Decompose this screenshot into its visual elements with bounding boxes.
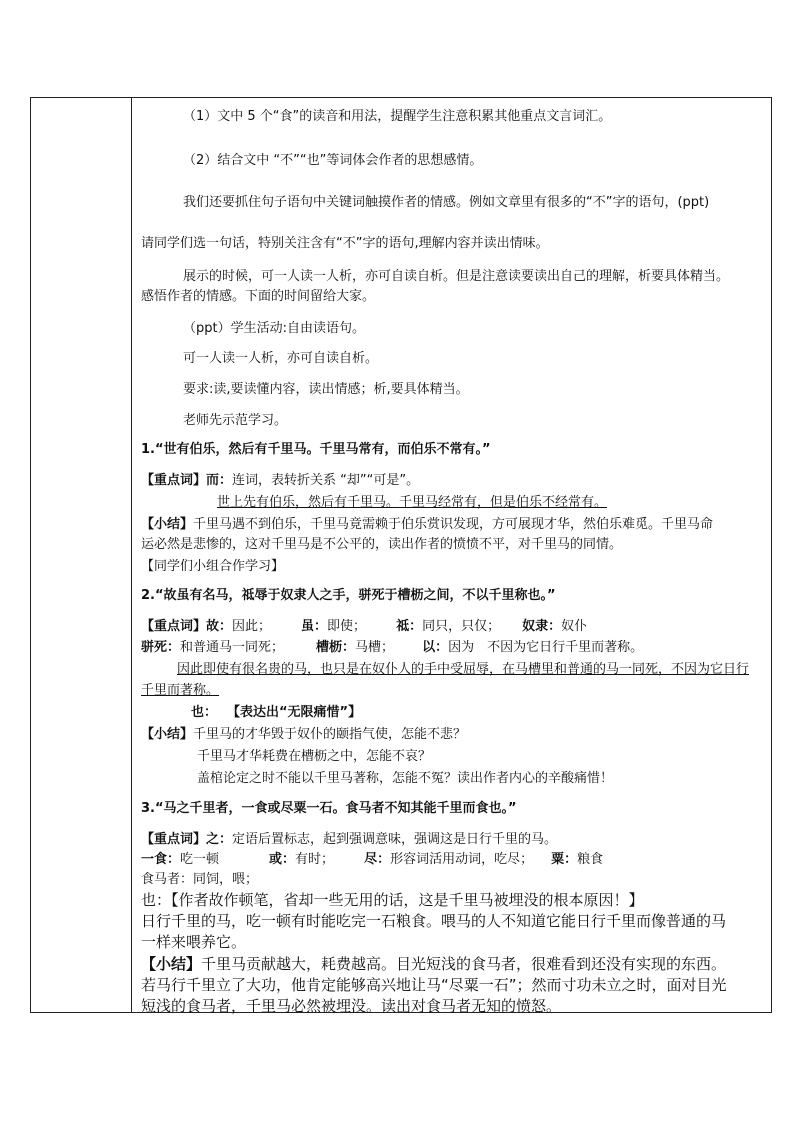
column-divider bbox=[131, 98, 132, 1012]
keyword-pian: 骈死： bbox=[141, 640, 181, 655]
section-2-summary-1 bbox=[141, 726, 466, 743]
intro-paragraph-5: 要求:读,要读懂内容，读出情感；析,要具体精当。 bbox=[183, 382, 469, 397]
summary-label: 【小结】 bbox=[141, 955, 202, 973]
section-1-summary-b: 运必然是悲惨的，这对千里马是不公平的，读出作者的愤愤不平，对千里马的同情。 bbox=[141, 537, 623, 552]
keyword-def-su: 粮食 bbox=[577, 852, 604, 867]
keyword-def-pian: 和普通马一同死； bbox=[180, 640, 285, 655]
keyword-jin: 尽： bbox=[364, 852, 391, 867]
section-3-translation-a: 日行千里的马，吃一顿有时能吃完一石粮食。喂马的人不知道它能日行千里而像普通的马 bbox=[141, 912, 727, 930]
keyword-text: 连词，表转折关系 “却”“可是”。 bbox=[232, 473, 420, 488]
section-2-translation-b: 千里而著称。 bbox=[141, 683, 220, 698]
keyword-def-jin: 形容词活用动词，吃尽； bbox=[390, 852, 534, 867]
intro-paragraph-3: （ppt）学生活动:自由读语句。 bbox=[183, 321, 365, 336]
section-2-summary-3: 盖棺论定之时不能以千里马著称，怎能不冤？读出作者内心的辛酸痛惜！ bbox=[197, 771, 614, 786]
keyword-def-yishi: 吃一顿 bbox=[180, 852, 220, 867]
section-2-keywords-b bbox=[141, 639, 643, 656]
intro-item-1: （1）文中 5 个“食”的读音和用法，提醒学生注意积累其他重点文言词汇。 bbox=[183, 109, 612, 124]
keyword-label: 【重点词】故： bbox=[141, 619, 233, 634]
section-1-summary-a bbox=[141, 516, 713, 533]
summary-text: 千里马的才华毁于奴仆的颐指气使，怎能不悲？ bbox=[193, 727, 467, 742]
keyword-nuli: 奴隶： bbox=[522, 619, 562, 634]
section-3-summary-a bbox=[141, 955, 726, 974]
intro-paragraph-1a: 我们还要抓住句子语句中关键词触摸作者的情感。例如文章里有很多的“不”字的语句，(ppt) bbox=[183, 195, 710, 210]
keyword-yishi: 一食： bbox=[141, 852, 181, 867]
section-2-ye bbox=[191, 704, 361, 721]
keyword-huo: 或： bbox=[269, 852, 296, 867]
keyword-def-zhi: 同只，只仅； bbox=[422, 619, 501, 634]
section-3-title: 3.“马之千里者，一食或尽粟一石。食马者不知其能千里而食也。” bbox=[141, 801, 517, 816]
keyword-def-nuli: 奴仆 bbox=[561, 619, 588, 634]
section-3-keywords-a bbox=[141, 831, 557, 848]
section-2-keywords-a bbox=[141, 618, 587, 635]
section-2-summary-2: 千里马才华耗费在槽枥之中，怎能不哀？ bbox=[197, 749, 432, 764]
keyword-su: 粟： bbox=[551, 852, 578, 867]
section-1-translation: 世上先有伯乐，然后有千里马。千里马经常有，但是伯乐不经常有。 bbox=[217, 495, 608, 510]
section-3-keywords-b bbox=[141, 851, 603, 868]
section-3-shimazhe: 食马者：同饲，喂； bbox=[141, 872, 259, 887]
summary-label: 【小结】 bbox=[141, 727, 194, 742]
group-study-note: 【同学们小组合作学习】 bbox=[141, 559, 285, 574]
keyword-def-caoli: 马槽； bbox=[355, 640, 395, 655]
keyword-zhi: 祗： bbox=[396, 619, 423, 634]
summary-text: 千里马遇不到伯乐，千里马竟需赖于伯乐赏识发现，方可展现才华，然伯乐难觅。千里马命 bbox=[193, 517, 714, 532]
ye-text: 【表达出“无限痛惜”】 bbox=[227, 705, 362, 720]
section-2-translation-a: 因此即使有很名贵的马，也只是在奴仆人的手中受屈辱，在马槽里和普通的马一同死，不因为它日行 bbox=[177, 662, 750, 677]
keyword-sui: 虽： bbox=[301, 619, 328, 634]
keyword-def-gu: 因此； bbox=[232, 619, 272, 634]
section-3-ye: 也：【作者故作顿笔，省却一些无用的话，这是千里马被埋没的根本原因！】 bbox=[141, 891, 644, 909]
summary-text: 千里马贡献越大，耗费越高。目光短浅的食马者，很难看到还没有实现的东西。 bbox=[201, 955, 727, 973]
keyword-def-huo: 有时； bbox=[295, 852, 335, 867]
keyword-text: 定语后置标志，起到强调意味，强调这是日行千里的马。 bbox=[232, 832, 558, 847]
intro-item-2: （2）结合文中 “不”“也”等词体会作者的思想感情。 bbox=[183, 153, 483, 168]
lesson-table bbox=[30, 97, 772, 1013]
section-3-summary-b: 若马行千里立了大功，他肯定能够高兴地让马“尽粟一石”；然而寸功未立之时，面对目光 bbox=[141, 976, 727, 994]
section-1-title: 1.“世有伯乐，然后有千里马。千里马常有，而伯乐不常有。” bbox=[141, 442, 491, 457]
keyword-label: 【重点词】而： bbox=[141, 473, 233, 488]
section-3-summary-c: 短浅的食马者，千里马必然被埋没。读出对食马者无知的愤怒。 bbox=[141, 997, 562, 1015]
keyword-caoli: 槽枥： bbox=[316, 640, 356, 655]
keyword-yi: 以： bbox=[422, 640, 449, 655]
intro-paragraph-4: 可一人读一人析，亦可自读自析。 bbox=[183, 351, 379, 366]
keyword-def-yi: 因为 不因为它日行千里而著称。 bbox=[448, 640, 644, 655]
keyword-label: 【重点词】之： bbox=[141, 832, 233, 847]
intro-paragraph-2a: 展示的时候，可一人读一人析，亦可自读自析。但是注意读要读出自己的理解，析要具体精当。 bbox=[183, 269, 730, 284]
content-cell bbox=[141, 98, 761, 1015]
intro-paragraph-6: 老师先示范学习。 bbox=[183, 413, 288, 428]
intro-paragraph-1b: 请同学们选一句话，特别关注含有“不”字的语句,理解内容并读出情味。 bbox=[141, 236, 549, 251]
intro-paragraph-2b: 感悟作者的情感。下面的时间留给大家。 bbox=[141, 289, 376, 304]
ye-label: 也： bbox=[191, 705, 218, 720]
summary-label: 【小结】 bbox=[141, 517, 194, 532]
keyword-def-sui: 即使； bbox=[327, 619, 367, 634]
section-3-translation-b: 一样来喂养它。 bbox=[141, 933, 247, 951]
section-1-keywords bbox=[141, 472, 419, 489]
section-2-title: 2.“故虽有名马，祗辱于奴隶人之手，骈死于槽枥之间，不以千里称也。” bbox=[141, 588, 556, 603]
